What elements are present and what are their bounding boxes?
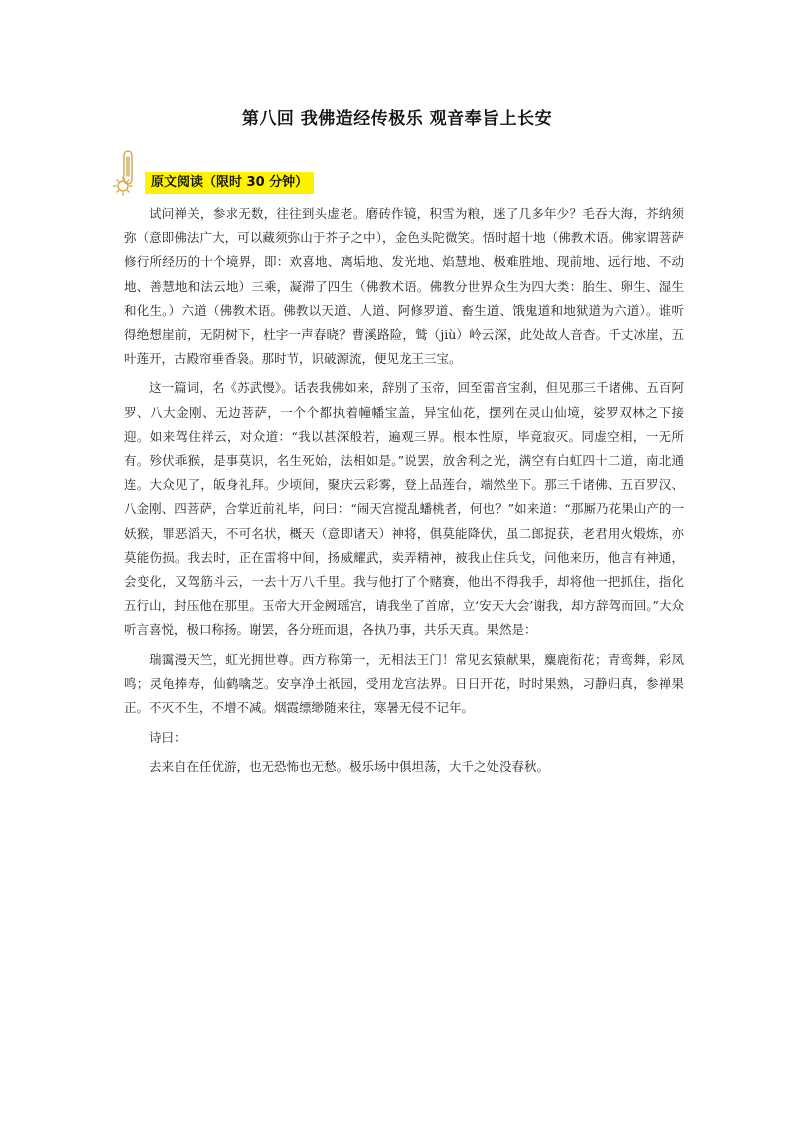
chapter-title: 第八回 我佛造经传极乐 观音奉旨上长安 xyxy=(241,109,553,129)
paragraph: 试问禅关，参求无数，往往到头虚老。磨砖作镜，积雪为粮，迷了几多年少？毛吞大海，芥纳须弥（意即佛法广大，可以藏须弥山于芥子之中），金色头陀微笑。悟时超十地（佛教术语。佛家谓菩萨修行所经历的十个境界，即：欢喜地、离垢地、发光地、焰慧地、极难胜地、现前地、远行地、不动地、善慧地和法云地）三乘，凝滞了四生（佛教术语。佛教分世界众生为四大类：胎生、卵生、湿生和化生。）六道（佛教术语。佛教以天道、人道、阿修罗道、畜生道、饿鬼道和地狱道为六道）。谁听得绝想崖前，无阴树下，杜宇一声春晓？曹溪路险，鹫（jiù）岭云深，此处故人音杳。千丈冰崖，五叶莲开，古殿帘垂香袅。那时节，识破源流，便见龙王三宝。 xyxy=(124,206,684,367)
poem-label: 诗曰： xyxy=(149,730,187,746)
paragraph: 瑞霭漫天竺，虹光拥世尊。西方称第一，无相法王门！常见玄猿献果，麋鹿衔花；青鸾舞，彩凤鸣；灵龟捧寿，仙鹤噙芝。安享净土祇园，受用龙宫法界。日日开花，时时果熟，习静归真，参禅果正。不灭不生，不增不减。烟霞缥缈随来往，寒暑无侵不记年。 xyxy=(124,651,684,716)
section-header xyxy=(127,172,314,194)
poem: 去来自在任优游，也无恐怖也无愁。极乐场中俱坦荡，大千之处没春秋。 xyxy=(149,759,550,775)
reading-text xyxy=(124,202,684,785)
paperclip-sun-icon xyxy=(113,148,143,200)
paragraph: 这一篇词，名《苏武慢》。话表我佛如来，辞别了玉帝，回至雷音宝刹，但见那三千诸佛、五百阿罗、八大金刚、无边菩萨，一个个都执着幢幡宝盖，异宝仙花，摆列在灵山仙境，娑罗双林之下接迎。如来驾住祥云，对众道：“我以甚深般若，遍观三界。根本性原，毕竟寂灭。同虚空相，一无所有。殄伏乖猴，是事莫识，名生死始，法相如是。”说罢，放舍利之光，满空有白虹四十二道，南北通连。大众见了，皈身礼拜。少顷间，聚庆云彩雾，登上品莲台，端然坐下。那三千诸佛、五百罗汉、八金刚、四菩萨，合掌近前礼毕，问曰：“闹天宫搅乱蟠桃者，何也？”如来道：“那厮乃花果山产的一妖猴，罪恶滔天，不可名状，概天（意即诸天）神将，俱莫能降伏，虽二郎捉获，老君用火煅炼，亦莫能伤损。我去时，正在雷将中间，扬威耀武，卖弄精神，被我止住兵戈，问他来历，他言有神通，会变化，又驾筋斗云，一去十万八千里。我与他打了个赌赛，他出不得我手，却将他一把抓住，指化五行山，封压他在那里。玉帝大开金阙瑶宫，请我坐了首席，立‘安天大会’谢我，却方辞驾而回。”大众听言喜悦，极口称扬。谢罢，各分班而退，各执乃事，共乐天真。果然是： xyxy=(124,380,684,638)
section-label: 原文阅读（限时 30 分钟） xyxy=(145,172,314,194)
